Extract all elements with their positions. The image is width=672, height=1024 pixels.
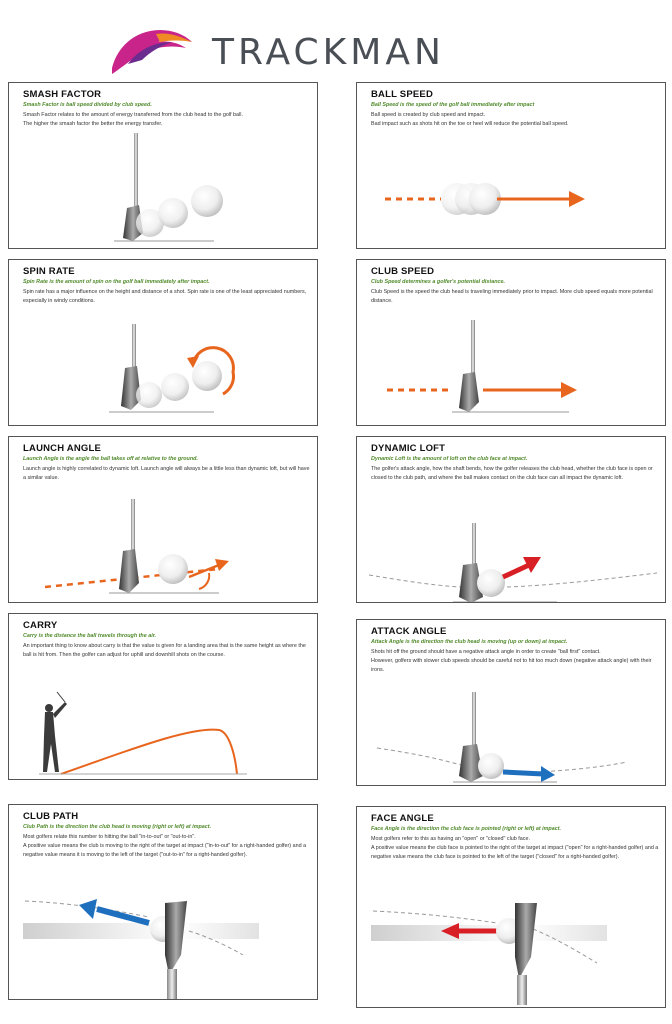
- card-paragraph: Launch angle is highly correlated to dynamic loft. Launch angle will always be a little less than dynamic loft, but will have a similar value.: [23, 466, 310, 481]
- card-title: SMASH FACTOR: [23, 89, 102, 100]
- card-subtitle: Club Path is the direction the club head is moving (right or left) at impact.: [23, 824, 212, 830]
- card-subtitle: Club Speed determines a golfer's potential distance.: [371, 279, 505, 285]
- trackman-bird-logo-icon: [108, 24, 194, 76]
- card-carry: [8, 613, 318, 780]
- card-launch-angle: [8, 436, 318, 603]
- card-subtitle: Carry is the distance the ball travels through the air.: [23, 633, 157, 639]
- card-dynamic-loft: [356, 436, 666, 603]
- attack-angle-illustration: [357, 620, 666, 786]
- card-ball-speed: [356, 82, 666, 249]
- card-paragraph: Ball speed is created by club speed and impact.: [371, 112, 486, 118]
- dynamic-loft-illustration: [357, 437, 666, 603]
- carry-illustration: [9, 614, 318, 780]
- ball-speed-illustration: [357, 83, 666, 249]
- card-subtitle: Face Angle is the direction the club face is pointed (right or left) at impact.: [371, 826, 561, 832]
- card-paragraph: However, golfers with slower club speeds should be careful not to hit too much down (negative attack angle) with their irons.: [371, 658, 652, 673]
- card-paragraph: A positive value means the club face is pointed to the right of the target at impact ("open" for a right-handed golfer) and a negative value means the club face is pointed to the left of the target ("closed" for a right-handed golfer).: [371, 845, 659, 860]
- card-title: CLUB PATH: [23, 811, 79, 822]
- card-smash-factor: [8, 82, 318, 249]
- card-subtitle: Smash Factor is ball speed divided by club speed.: [23, 102, 152, 108]
- launch-angle-illustration: [9, 437, 318, 603]
- card-paragraph: An important thing to know about carry is that the value is given for a landing area that is the same height as where the ball is hit from. Then the golfer can adjust for uphill and downhill shots on the course.: [23, 643, 306, 658]
- card-subtitle: Ball Speed is the speed of the golf ball immediately after impact: [371, 102, 535, 108]
- card-paragraph: Most golfers relate this number to hitting the ball "in-to-out" or "out-to-in".: [23, 834, 196, 840]
- face-angle-illustration: [357, 807, 666, 1008]
- card-title: BALL SPEED: [371, 89, 434, 100]
- brand-wordmark: TRACKMAN: [212, 32, 445, 73]
- card-paragraph: Smash Factor relates to the amount of energy transferred from the club head to the golf ball.: [23, 112, 243, 118]
- card-subtitle: Attack Angle is the direction the club head is moving (up or down) at impact.: [371, 639, 568, 645]
- card-attack-angle: [356, 619, 666, 786]
- card-club-speed: [356, 259, 666, 426]
- card-face-angle: [356, 806, 666, 1008]
- golfer-silhouette-icon: [43, 692, 67, 772]
- card-title: DYNAMIC LOFT: [371, 443, 446, 454]
- card-paragraph: A positive value means the club is moving to the right of the target at impact ("in-to-out" for a right-handed golfer) and a negative value means it is moving to the left of the target ("out-to-in" for a right-handed golfer).: [23, 843, 307, 858]
- smash-factor-illustration: [9, 83, 318, 249]
- card-spin-rate: [8, 259, 318, 426]
- card-subtitle: Dynamic Loft is the amount of loft on the club face at impact.: [371, 456, 528, 462]
- card-title: LAUNCH ANGLE: [23, 443, 102, 454]
- club-speed-illustration: [357, 260, 666, 426]
- card-title: SPIN RATE: [23, 266, 75, 277]
- card-paragraph: Shots hit off the ground should have a negative attack angle in order to create "ball first" contact.: [371, 649, 601, 655]
- card-title: CARRY: [23, 620, 58, 631]
- card-paragraph: The golfer's attack angle, how the shaft bends, how the golfer releases the club head, whether the club face is open or closed to the club path, and where the ball makes contact on the club face can all impact the dynamic loft.: [371, 466, 653, 481]
- card-paragraph: Spin rate has a major influence on the height and distance of a shot. Spin rate is one of the least appreciated numbers, especially in windy conditions.: [23, 289, 307, 304]
- card-paragraph: Club Speed is the speed the club head is traveling immediately prior to impact. More club speed equals more potential distance.: [371, 289, 653, 304]
- card-title: ATTACK ANGLE: [371, 626, 447, 637]
- spin-rate-illustration: [9, 260, 318, 426]
- card-paragraph: Bad impact such as shots hit on the toe or heel will reduce the potential ball speed.: [371, 121, 569, 127]
- card-subtitle: Spin Rate is the amount of spin on the golf ball immediately after impact.: [23, 279, 210, 285]
- card-subtitle: Launch Angle is the angle the ball takes off at relative to the ground.: [23, 456, 198, 462]
- card-title: CLUB SPEED: [371, 266, 435, 277]
- club-path-illustration: [9, 805, 318, 1000]
- page-header: [0, 0, 672, 78]
- card-paragraph: The higher the smash factor the better the energy transfer.: [23, 121, 163, 127]
- card-club-path: [8, 804, 318, 1000]
- card-paragraph: Most golfers refer to this as having an "open" or "closed" club face.: [371, 836, 530, 842]
- card-title: FACE ANGLE: [371, 813, 434, 824]
